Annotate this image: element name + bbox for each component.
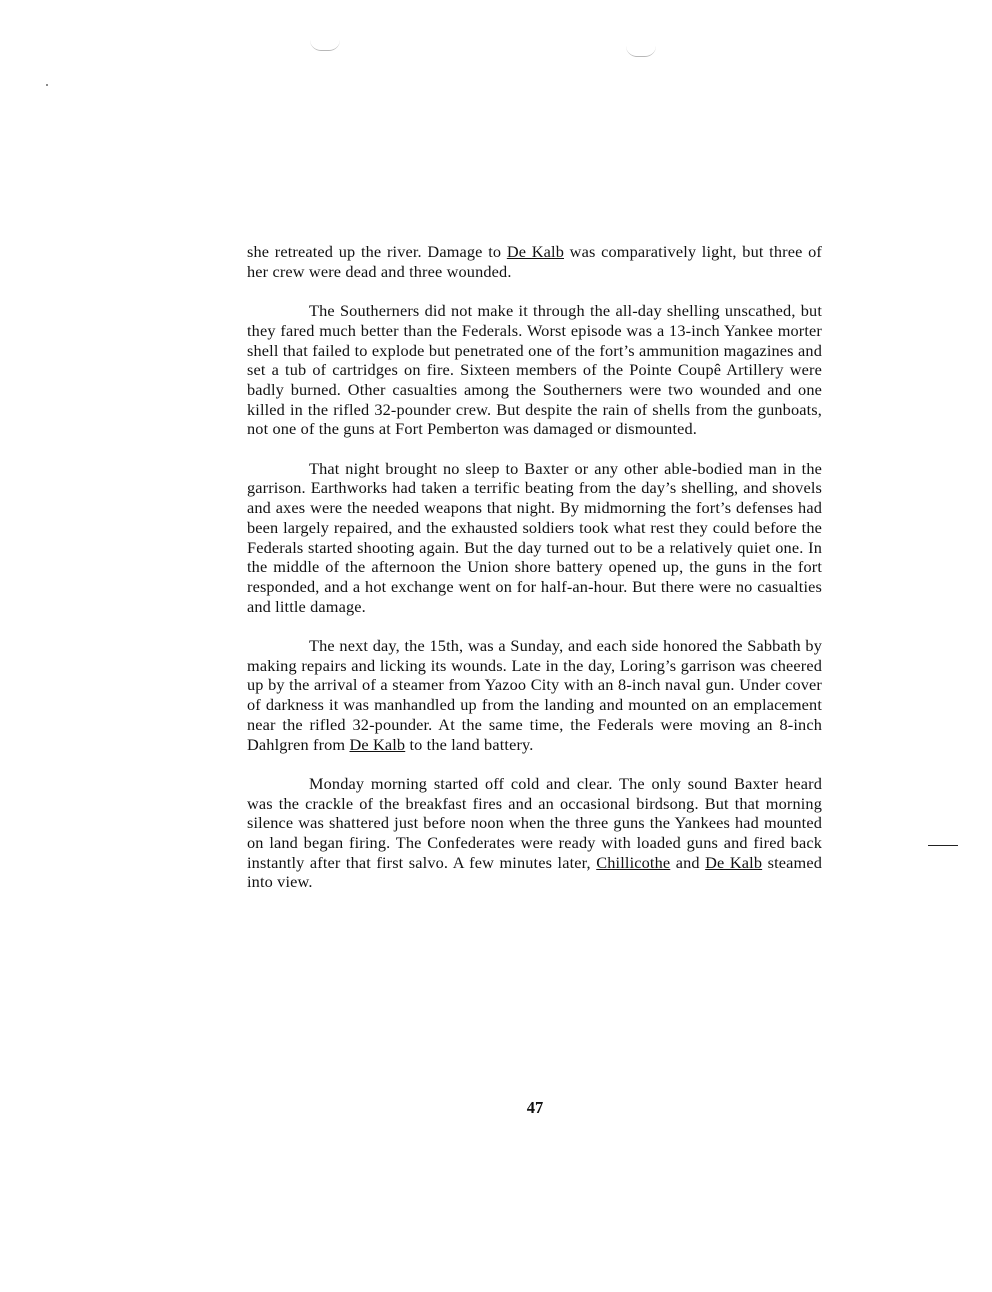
text-run: That night brought no sleep to Baxter or any other able-bodied man in the garrison. Earthworks had taken a terrific beating from the day’s shelling, and shovels and axes were the needed weapons that night. By midmorning the fort’s defenses had been largely repaired, and the exhausted soldiers took what rest they could before the Federals started shooting again. But the day turned out to be a relatively quiet one. In the middle of the afternoon the Union shore battery opened up, the guns in the fort responded, and a hot exchange went on for half-an-hour. But there were no casualties and little damage.	[247, 458, 822, 616]
text-run: The next day, the 15th, was a Sunday, and each side honored the Sabbath by making repairs and licking its wounds. Late in the day, Loring’s garrison was cheered up by the arrival of a steamer from Yazoo City with an 8-inch naval gun. Under cover of darkness it was manhandled up from the landing and mounted on an emplacement near the rifled 32-pounder. At the same time, the Federals were moving an 8-inch Dahlgren from	[247, 636, 822, 754]
paragraph	[247, 242, 822, 281]
paragraph	[247, 636, 822, 754]
text-run: The Southerners did not make it through the all-day shelling unscathed, but they fared much better than the Federals. Worst episode was a 13-inch Yankee morter shell that failed to explode but penetrated one of the fort’s ammunition magazines and set a tub of cartridges on fire. Sixteen members of the Pointe Coupê Artillery were badly burned. Other casualties among the Southerners were two wounded and one killed in the rifled 32-pounder crew. But despite the rain of shells from the gunboats, not one of the guns at Fort Pemberton was damaged or dismounted.	[247, 301, 822, 439]
text-run: she retreated up the river. Damage to	[247, 242, 507, 261]
body-text	[247, 242, 822, 912]
underlined-title: De Kalb	[349, 734, 406, 754]
paragraph	[247, 774, 822, 892]
text-run: was comparatively light, but three of her crew were dead and three wounded.	[247, 242, 822, 281]
page-number: 47	[526, 1098, 544, 1117]
margin-mark	[928, 845, 958, 846]
text-run: to the land battery.	[405, 734, 534, 754]
underlined-title: Chillicothe	[596, 852, 671, 872]
text-run: Monday morning started off cold and clear. The only sound Baxter heard was the crackle of the breakfast fires and an occasional birdsong. But that morning silence was shattered just before noon when the three guns the Yankees had mounted on land began firing. The Confederates were ready with loaded guns and fired back instantly after that first salvo. A few minutes later,	[247, 773, 822, 872]
paragraph	[247, 301, 822, 439]
scan-artifact-mark	[310, 40, 340, 51]
text-run: and	[670, 852, 706, 872]
scan-artifact-dot	[46, 84, 48, 86]
underlined-title: De Kalb	[506, 242, 565, 261]
text-run: steamed into view.	[247, 852, 822, 892]
scan-artifact-mark	[626, 46, 656, 57]
paragraph	[247, 459, 822, 617]
underlined-title: De Kalb	[705, 852, 763, 872]
